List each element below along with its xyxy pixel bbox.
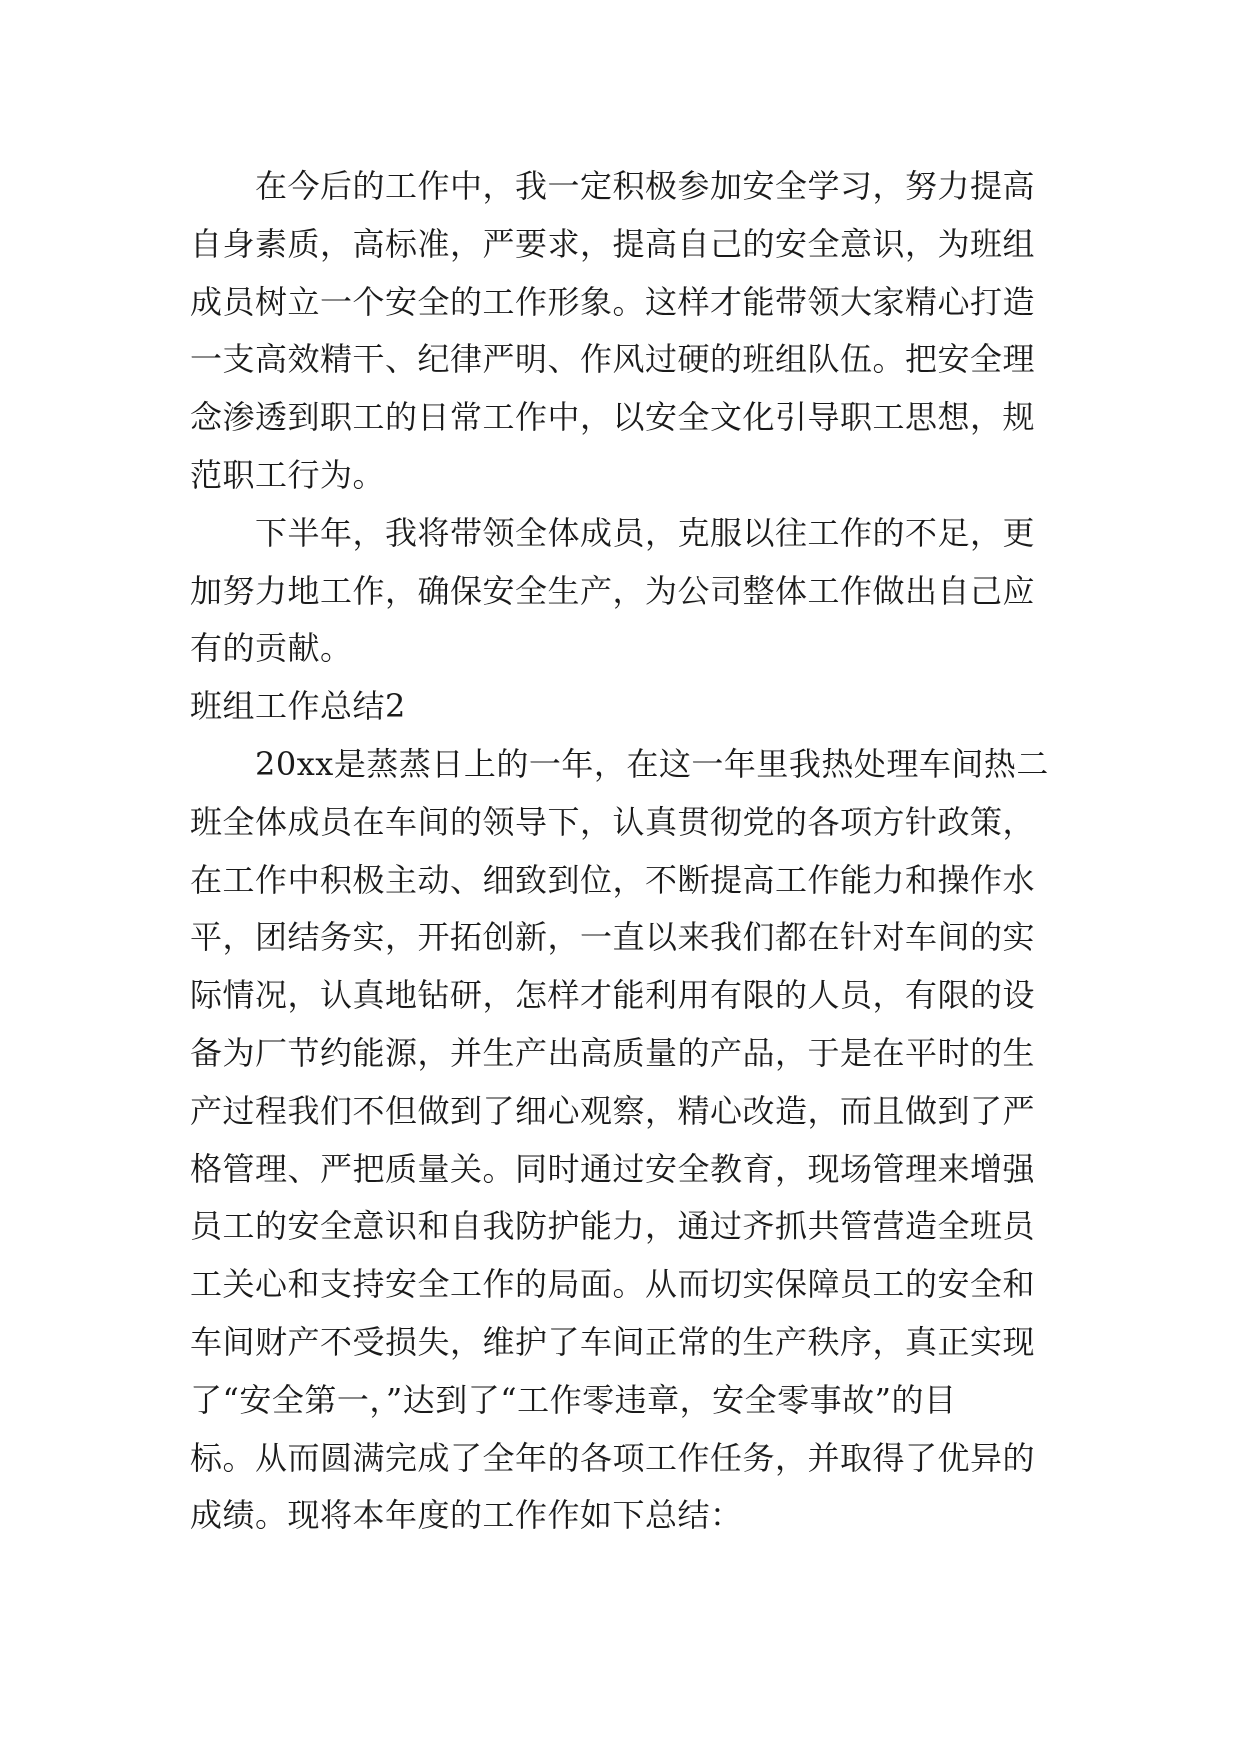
paragraph-line: 念渗透到职工的日常工作中，以安全文化引导职工思想，规 (190, 398, 1036, 437)
paragraph-line: 际情况，认真地钻研，怎样才能利用有限的人员，有限的设 (190, 976, 1036, 1015)
paragraph-line: 标。从而圆满完成了全年的各项工作任务，并取得了优异的 (190, 1438, 1036, 1477)
paragraph-line: 格管理、严把质量关。同时通过安全教育，现场管理来增强 (190, 1149, 1036, 1188)
paragraph-line: 员工的安全意识和自我防护能力，通过齐抓共管营造全班员 (190, 1207, 1036, 1246)
document-body (190, 158, 1050, 1545)
paragraph-line: 有的贡献。 (190, 629, 353, 668)
paragraph-line: 一支高效精干、纪律严明、作风过硬的班组队伍。把安全理 (190, 340, 1036, 379)
paragraph-line: 成员树立一个安全的工作形象。这样才能带领大家精心打造 (190, 282, 1036, 321)
paragraph-line: 了“安全第一，”达到了“工作零违章，安全零事故”的目 (190, 1380, 957, 1419)
section-heading: 班组工作总结2 (190, 687, 406, 726)
paragraph-future-work (190, 158, 1050, 505)
paragraph-line: 20xx是蒸蒸日上的一年，在这一年里我热处理车间热二 (255, 744, 1049, 783)
paragraph-line: 在今后的工作中，我一定积极参加安全学习，努力提高 (255, 167, 1036, 205)
paragraph-line: 范职工行为。 (190, 455, 386, 494)
paragraph-line: 产过程我们不但做到了细心观察，精心改造，而且做到了严 (190, 1091, 1036, 1130)
paragraph-line: 加努力地工作，确保安全生产，为公司整体工作做出自己应 (190, 571, 1036, 610)
paragraph-summary-intro (190, 736, 1050, 1545)
paragraph-second-half (190, 505, 1050, 678)
paragraph-line: 自身素质，高标准，严要求，提高自己的安全意识，为班组 (190, 224, 1036, 263)
paragraph-line: 平，团结务实，开拓创新，一直以来我们都在针对车间的实 (190, 918, 1036, 957)
paragraph-line: 在工作中积极主动、细致到位，不断提高工作能力和操作水 (190, 860, 1036, 899)
paragraph-line: 班全体成员在车间的领导下，认真贯彻党的各项方针政策， (190, 802, 1036, 841)
paragraph-line: 成绩。现将本年度的工作作如下总结： (190, 1496, 743, 1535)
paragraph-line: 下半年，我将带领全体成员，克服以往工作的不足，更 (255, 513, 1036, 552)
paragraph-line: 备为厂节约能源，并生产出高质量的产品，于是在平时的生 (190, 1033, 1036, 1072)
paragraph-line: 工关心和支持安全工作的局面。从而切实保障员工的安全和 (190, 1265, 1036, 1304)
paragraph-line: 车间财产不受损失，维护了车间正常的生产秩序，真正实现 (190, 1322, 1036, 1361)
